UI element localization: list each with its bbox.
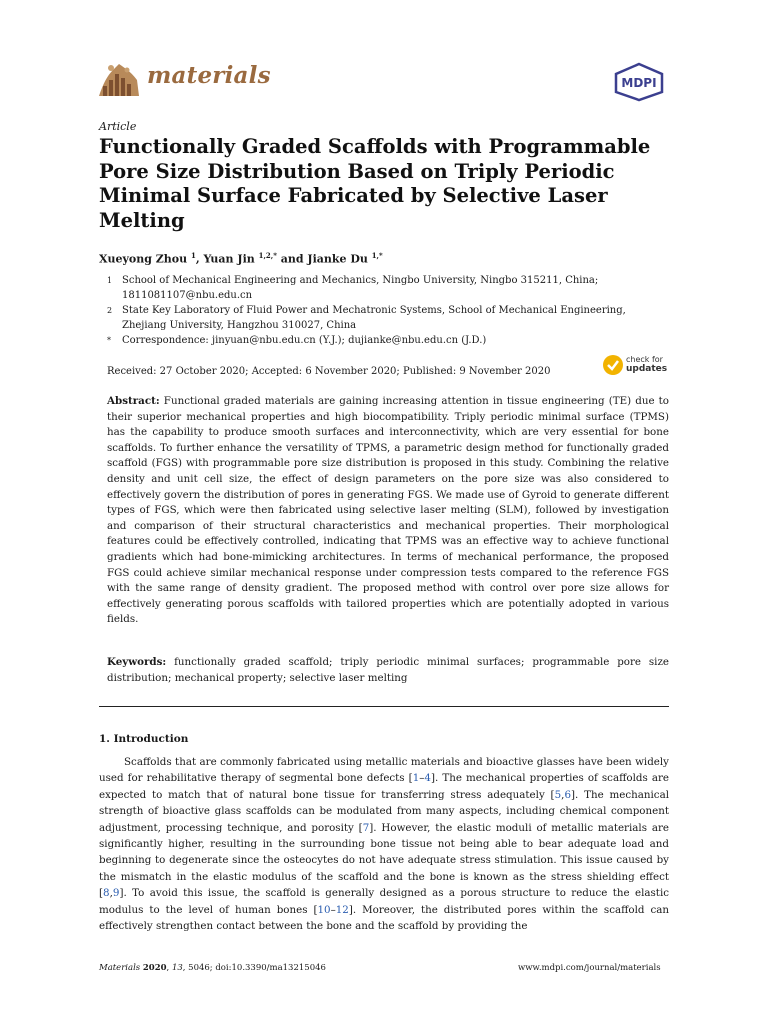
keywords (107, 655, 669, 686)
intro-text: – (330, 903, 336, 916)
author-affiliation-marker: 1,2,* (258, 251, 277, 260)
citation-link[interactable]: 8 (103, 887, 110, 900)
intro-text: ]. Moreover, the distributed pores within the scaffold can effectively strengthen contact between the bone and the scaffold by providing the (99, 903, 669, 933)
citation-link[interactable]: 1 (412, 772, 420, 785)
citation-link[interactable]: 4 (424, 772, 431, 785)
journal-logo-icon (97, 58, 141, 98)
mdpi-logo-icon (612, 62, 666, 102)
affiliation-1: 1 School of Mechanical Engineering and Mechanics, Ningbo University, Ningbo 315211, China; 1811081107@nbu.edu.cn (107, 275, 599, 301)
intro-text: ]. To avoid this issue, the scaffold is generally designed as a porous structure to reduce the elastic modulus to the level of human bones [ (99, 887, 669, 916)
journal-name: materials (147, 62, 271, 89)
citation-link[interactable]: 9 (112, 887, 120, 900)
intro-text: ]. The mechanical strength of bioactive glass scaffolds can be modulated from many aspects, including chemical component adjustment, processing technique, and porosity [ (99, 788, 669, 834)
footer-url[interactable]: www.mdpi.com/journal/materials (518, 963, 661, 973)
abstract-text: Functional graded materials are gaining increasing attention in tissue engineering (TE) due to their superior mechanical properties and high biocompatibility. Triply periodic minimal surface (TPMS) has the capability to produce smooth surfaces and interconnectivity, which are very essential for bone scaffolds. To further enhance the versatility of TPMS, a parametric design method for functionally graded scaffold (FGS) with programmable pore size distribution is proposed in this study. Combining the relative density and unit cell size, the effect of design parameters on the pore size was also considered to effectively govern the distribution of pores in generating FGS. We made use of Gyroid to generate different types of FGS, which were then fabricated using selective laser melting (SLM), followed by investigation and comparison of their structural characteristics and mechanical properties. Their morphological features could be effectively controlled, indicating that TPMS was an effective way to achieve functional gradients which had bone-mimicking architectures. In terms of mechanical performance, the proposed FGS could achieve similar mechanical response under compression tests compared to the reference FGS with the same range of density gradient. The proposed method with control over pore size allows for effectively generating porous scaffolds with tailored properties which are potentially adopted in various fields. (107, 395, 669, 626)
citation-link[interactable]: 6 (564, 788, 571, 801)
intro-text: ]. The mechanical properties of scaffolds are expected to match that of natural bone tissue for transferring stress adequately [ (99, 772, 670, 801)
author-name: Yuan Jin (203, 252, 259, 266)
footer-doi: , 5046; doi:10.3390/ma13215046 (182, 963, 326, 973)
intro-text: – (419, 772, 425, 785)
mdpi-logo-text: MDPI (621, 76, 657, 90)
correspondence: * Correspondence: jinyuan@nbu.edu.cn (Y.J.); dujianke@nbu.edu.cn (J.D.) (107, 335, 487, 346)
abstract (107, 394, 669, 628)
article-title: Functionally Graded Scaffolds with Programmable Pore Size Distribution Based on Triply Periodic Minimal Surface Fabricated by Selective Laser Melting (99, 135, 651, 232)
introduction-paragraph (99, 754, 669, 934)
footer-journal: Materials (99, 963, 141, 973)
check-updates-line2: updates (626, 364, 668, 374)
intro-text: Scaffolds that are commonly fabricated using metallic materials and bioactive glasses have been widely used for rehabilitative therapy of segmental bone defects [ (99, 756, 669, 785)
author-list: Xueyong Zhou $^1$, Yuan Jin $^{1,2,*}$ and Jianke Du $^{1,*}$ (99, 251, 383, 266)
keywords-label: Keywords: (107, 656, 167, 668)
abstract-label: Abstract: (107, 395, 160, 407)
footer-volume: 13 (171, 963, 183, 973)
citation-link[interactable]: 10 (317, 903, 331, 916)
affiliation-2: 2 State Key Laboratory of Fluid Power and Mechatronic Systems, School of Mechanical Engineering, Zhejiang University, Hangzhou 310027, China (107, 305, 626, 331)
publication-dates: Received: 27 October 2020; Accepted: 6 November 2020; Published: 9 November 2020 (107, 366, 551, 377)
check-updates-icon (602, 354, 624, 376)
footer-citation: Materials 2020, 13, 5046; doi:10.3390/ma13215046 (99, 963, 326, 973)
author-affiliation-marker: 1 (190, 251, 196, 260)
citation-link[interactable]: 12 (335, 903, 349, 916)
intro-text: , (561, 788, 565, 801)
check-updates-line1: check for (626, 355, 663, 364)
section-divider (99, 706, 669, 707)
check-for-updates-button[interactable] (602, 352, 672, 380)
section-heading: 1. Introduction (99, 733, 189, 745)
article-type: Article (99, 120, 137, 133)
author-name: Xueyong Zhou (99, 252, 191, 266)
author-name: Jianke Du (307, 252, 372, 266)
keywords-text: functionally graded scaffold; triply periodic minimal surfaces; programmable pore size distribution; mechanical property; selective laser melting (107, 656, 669, 684)
footer-year: 2020 (142, 963, 167, 973)
citation-link[interactable]: 5 (554, 788, 562, 801)
intro-text: ]. However, the elastic moduli of metallic materials are significantly higher, resulting in the surrounding bone tissue not being able to bear adequate load and beginning to degenerate since the osteocytes do not have adequate stress stimulation. This issue caused by the mismatch in the elastic modulus of the scaffold and the bone is known as the stress shielding effect [ (99, 821, 669, 900)
author-affiliation-marker: 1,* (371, 251, 383, 260)
intro-text: , (109, 887, 113, 900)
citation-link[interactable]: 7 (362, 821, 370, 834)
